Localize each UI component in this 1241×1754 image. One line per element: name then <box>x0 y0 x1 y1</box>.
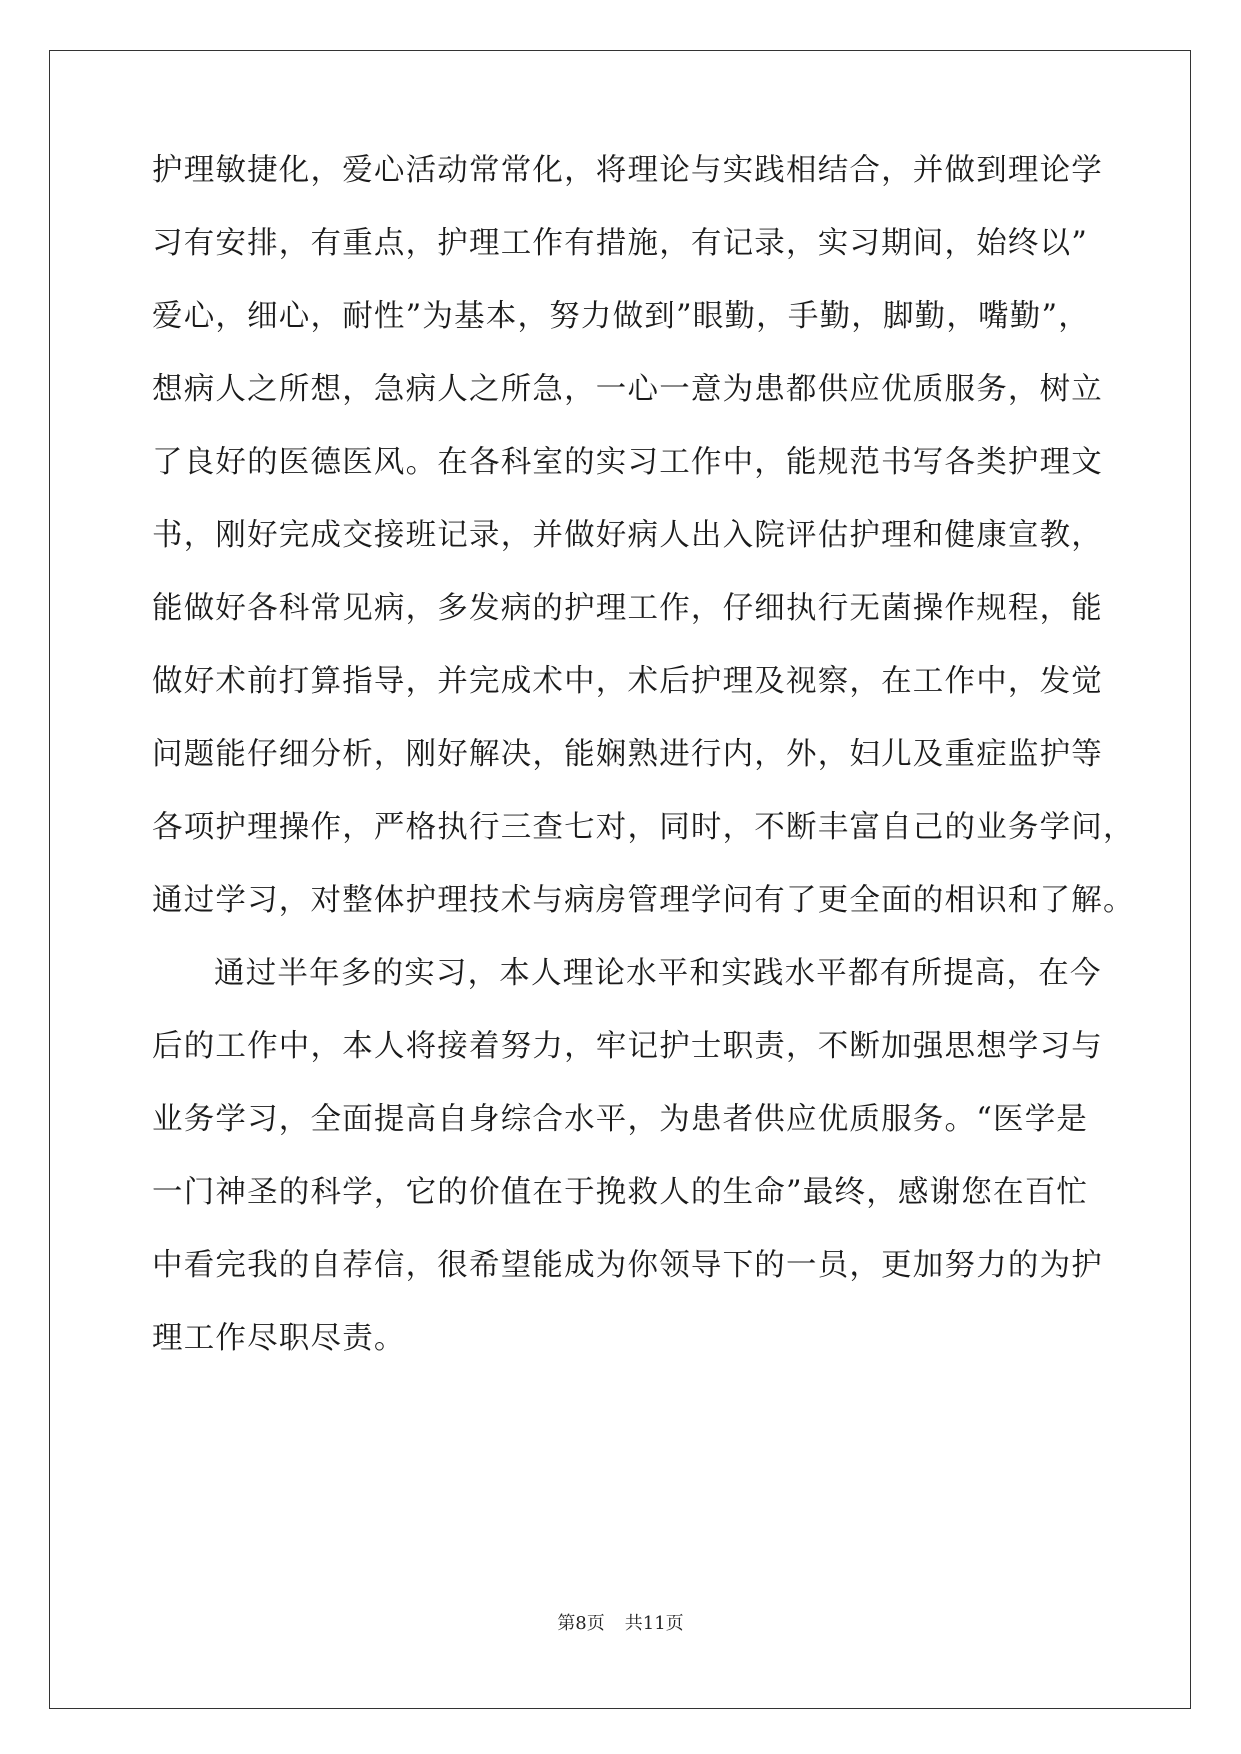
text-line: 护理敏捷化，爱心活动常常化，将理论与实践相结合，并做到理论学 <box>152 153 1103 188</box>
text-line: 问题能仔细分析，刚好解决，能娴熟进行内，外，妇儿及重症监护等 <box>152 737 1103 772</box>
paragraph-first-line: 通过半年多的实习，本人理论水平和实践水平都有所提高，在今 <box>214 956 1102 991</box>
text-line: 想病人之所想，急病人之所急，一心一意为患都供应优质服务，树立 <box>152 372 1103 407</box>
text-line: 后的工作中，本人将接着努力，牢记护士职责，不断加强思想学习与 <box>152 1029 1103 1064</box>
page-footer <box>0 1612 1241 1636</box>
text-line: 书，刚好完成交接班记录，并做好病人出入院评估护理和健康宣教， <box>152 518 1103 553</box>
page-total: 共11页 <box>624 1613 684 1634</box>
text-line: 理工作尽职尽责。 <box>152 1321 406 1356</box>
text-line: 一门神圣的科学，它的价值在于挽救人的生命”最终，感谢您在百忙 <box>152 1175 1089 1210</box>
text-line: 能做好各科常见病，多发病的护理工作，仔细执行无菌操作规程，能 <box>152 591 1103 626</box>
text-line: 爱心，细心，耐性”为基本，努力做到”眼勤，手勤，脚勤，嘴勤”， <box>152 299 1090 334</box>
text-line: 习有安排，有重点，护理工作有措施，有记录，实习期间，始终以” <box>152 226 1089 261</box>
text-line: 中看完我的自荐信，很希望能成为你领导下的一员，更加努力的为护 <box>152 1248 1103 1283</box>
text-line: 通过学习，对整体护理技术与病房管理学问有了更全面的相识和了解。 <box>152 883 1135 918</box>
text-line: 各项护理操作，严格执行三查七对，同时，不断丰富自己的业务学问， <box>152 810 1135 845</box>
text-line: 业务学习，全面提高自身综合水平，为患者供应优质服务。“医学是 <box>152 1102 1089 1137</box>
text-line: 了良好的医德医风。在各科室的实习工作中，能规范书写各类护理文 <box>152 445 1103 480</box>
text-line: 做好术前打算指导，并完成术中，术后护理及视察，在工作中，发觉 <box>152 664 1103 699</box>
page-number: 第8页 <box>557 1613 605 1634</box>
